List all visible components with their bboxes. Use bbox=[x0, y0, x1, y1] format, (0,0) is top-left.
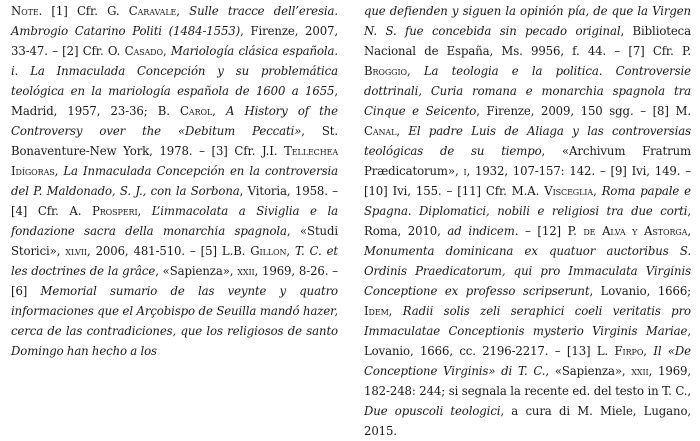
small-caps-run: Casado bbox=[124, 44, 163, 58]
italic-run: Due opuscoli teologici bbox=[364, 404, 501, 418]
text-run: , 1969, 182-248: 244; si segnala la recente ed. del testo in T. C., bbox=[364, 364, 691, 398]
small-caps-run: Visceglia bbox=[544, 184, 594, 198]
footnote-column-right bbox=[364, 1, 691, 438]
text-run: , bbox=[388, 304, 403, 318]
small-caps-run: i bbox=[463, 164, 467, 178]
italic-run: L’immacolata a Siviglia e la fondazione sacra della monarchia spagnola bbox=[11, 204, 338, 238]
italic-run: Sulle tracce dell’eresia. Ambrogio Catarino Politi (1484-1553) bbox=[11, 4, 338, 38]
text-run: , Lovanio, 1666, cc. 2196-2217. – [13] L. bbox=[364, 324, 691, 358]
small-caps-run: Caravale bbox=[128, 4, 177, 18]
italic-run: T. C. et les doctrines de la grâce bbox=[11, 244, 338, 278]
footnote-text-right bbox=[364, 1, 691, 441]
text-run: , bbox=[396, 124, 409, 138]
text-run: , Lovanio, 1666; bbox=[589, 284, 691, 298]
small-caps-run: Note bbox=[11, 4, 39, 18]
small-caps-run: Prosperi bbox=[91, 204, 138, 218]
text-run: , Firenze, 2007, 33-47. – [2] Cfr. O. bbox=[11, 24, 338, 58]
text-run: . – [12] P. bbox=[514, 224, 584, 238]
text-run: , 1932, 107-157: 142. – [9] Ivi, 149. – [10] Ivi, 155. – [11] Cfr. M.A. bbox=[364, 164, 691, 198]
text-run: , bbox=[593, 184, 602, 198]
text-run: , bbox=[176, 4, 190, 18]
italic-run: Monumenta dominicana ex quatuor auctoribus S. Ordinis Praedicatorum, qui pro Immaculata Virginis Conceptione ex professo scripserunt bbox=[364, 244, 691, 298]
text-run: , bbox=[643, 344, 654, 358]
text-run: , Roma, 2010, bbox=[364, 204, 691, 238]
text-run: , St. Bonaventure-New York, 1978. – [3] Cfr. J.I. bbox=[11, 124, 338, 158]
small-caps-run: Carol bbox=[180, 104, 213, 118]
small-caps-run: Broggio bbox=[364, 64, 407, 78]
text-run: , Firenze, 2009, 150 sgg. – [8] M. bbox=[476, 104, 691, 118]
small-caps-run: Idem bbox=[364, 304, 389, 318]
text-run: , «Studi Storici», bbox=[11, 224, 338, 258]
text-run: , bbox=[687, 224, 691, 238]
text-run: , bbox=[212, 104, 226, 118]
text-run: , bbox=[406, 64, 424, 78]
text-run: , bbox=[286, 244, 295, 258]
italic-run: Roma papale e Spagna. Diplomatici, nobili e religiosi tra due corti bbox=[364, 184, 691, 218]
italic-run: Memorial sumario de las veynte y quatro informaciones que el Arçobispo de Seuilla mandó hazer, cerca de las contradiciones, que los religiosos de santo Domingo han hecho a los bbox=[11, 284, 338, 358]
footnote-text-left bbox=[11, 1, 338, 361]
italic-run: La teologia e la politica. Controversie dottrinali, Curia romana e monarchia spagnola tra Cinque e Seicento bbox=[364, 64, 691, 118]
footnote-column-left bbox=[11, 1, 338, 427]
text-run: , bbox=[137, 204, 152, 218]
small-caps-run: Tellechea Idígoras bbox=[11, 144, 338, 178]
text-run: , bbox=[54, 164, 64, 178]
italic-run: A History of the Controversy over the «Debitum Peccati» bbox=[11, 104, 338, 138]
italic-run: ad indicem bbox=[447, 224, 515, 238]
small-caps-run: Gillon bbox=[250, 244, 287, 258]
text-run: , 2006, 481-510. – [5] L.B. bbox=[86, 244, 251, 258]
italic-run: que defienden y siguen la opinión pía, de que la Virgen N. S. fue concebida sin pecado original bbox=[364, 4, 691, 38]
small-caps-run: xlvii bbox=[65, 244, 87, 258]
text-run: , «Sapienza», bbox=[545, 364, 632, 378]
text-run: , «Archivum Fratrum Prædicatorum», bbox=[364, 144, 691, 178]
small-caps-run: xxii bbox=[631, 364, 649, 378]
italic-run: Radii solis zeli seraphici coeli veritatis pro Immaculatae Conceptionis mysterio Virginis Mariae bbox=[364, 304, 691, 338]
text-run: , bbox=[162, 44, 171, 58]
small-caps-run: Canal bbox=[364, 124, 397, 138]
text-run: , «Sapienza», bbox=[155, 264, 238, 278]
text-run: , Madrid, 1957, 23-36; B. bbox=[11, 84, 338, 118]
text-run: . [1] Cfr. G. bbox=[38, 4, 129, 18]
text-run: , 1969, 8-26. – [6] bbox=[11, 264, 338, 298]
small-caps-run: de Alva y Astorga bbox=[583, 224, 688, 238]
italic-run: El padre Luis de Aliaga y las controversias teológicas de su tiempo bbox=[364, 124, 691, 158]
small-caps-run: Firpo bbox=[614, 344, 644, 358]
text-run: , Vitoria, 1958. – [4] Cfr. A. bbox=[11, 184, 338, 218]
text-run: , a cura di M. Miele, Lugano, 2015. bbox=[364, 404, 691, 438]
small-caps-run: xxii bbox=[237, 264, 255, 278]
text-run: , Biblioteca Nacional de España, Ms. 9956, f. 44. – [7] Cfr. P. bbox=[364, 24, 691, 58]
italic-run: Mariología clásica española. i. La Inmaculada Concepción y su problemática teológica en la mariología española de 1600 a 1655 bbox=[11, 44, 338, 98]
italic-run: Il «De Conceptione Virginis» di T. C. bbox=[364, 344, 691, 378]
italic-run: La Inmaculada Concepción en la controversia del P. Maldonado, S. J., con la Sorbona bbox=[11, 164, 338, 198]
